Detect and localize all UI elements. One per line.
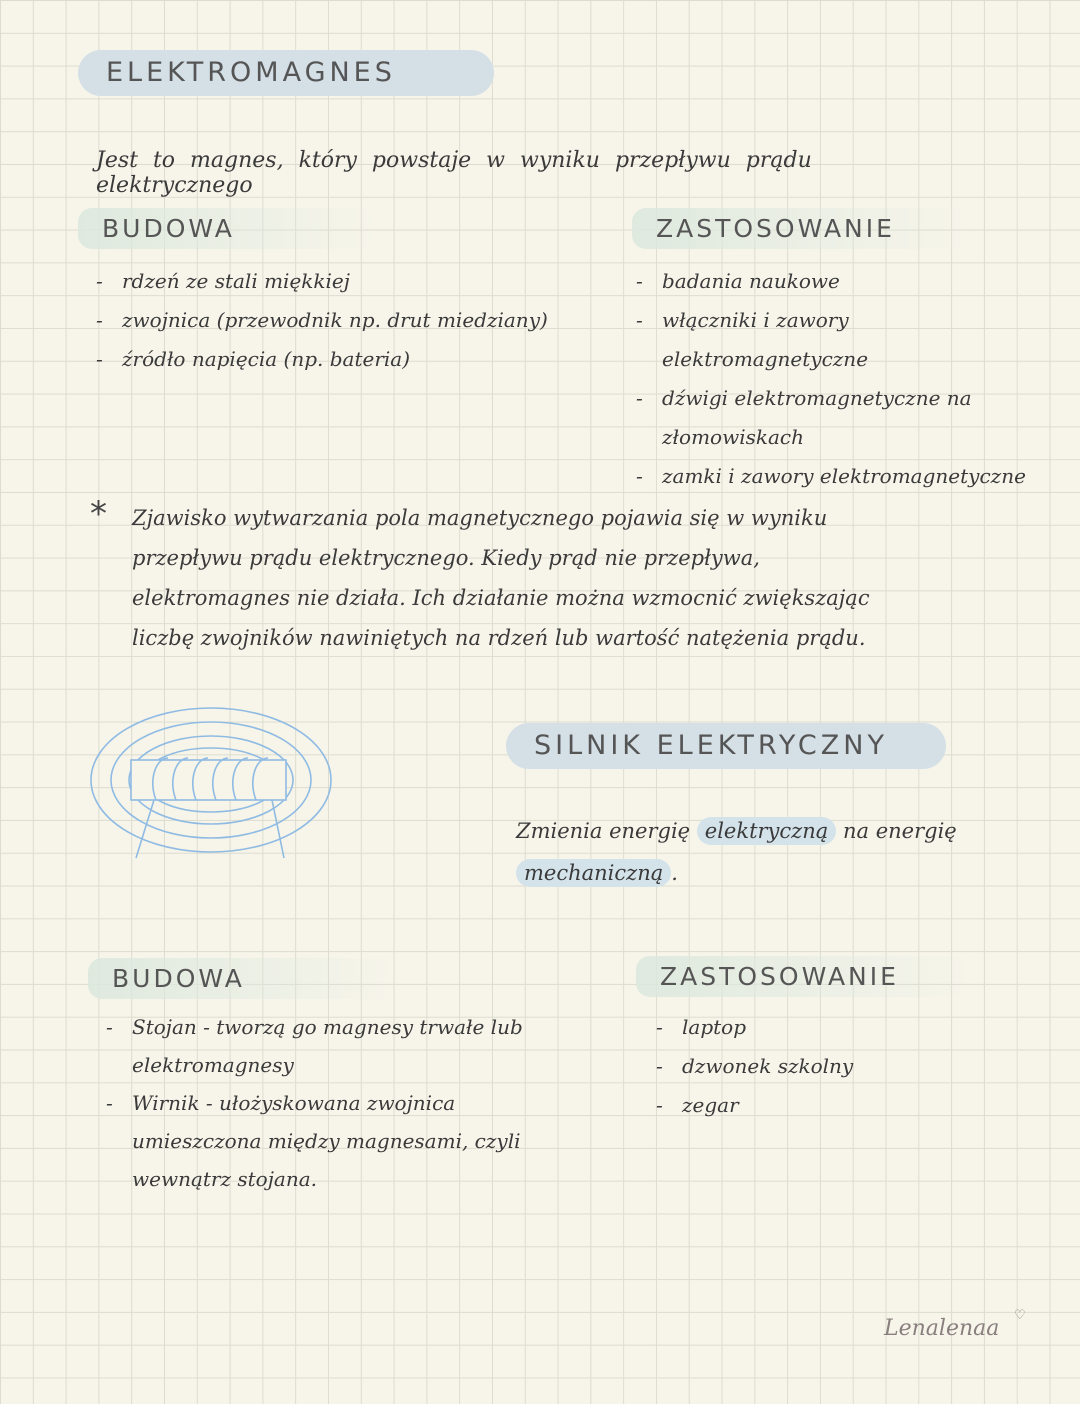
desc-text: Zmienia energię — [516, 819, 691, 843]
list-item: - Stojan - tworzą go magnesy trwałe lub elektromagnesy — [106, 1008, 576, 1084]
note-text: Zjawisko wytwarzania pola magnetycznego pojawia się w wyniku przepływu prądu elektrycznego. Kiedy prąd nie przepływa, elektromagnes nie działa. Ich działanie można wzmocnić zwiększając liczbę zwojników nawiniętych na rdzeń lub wartość natężenia prądu. — [132, 506, 870, 650]
electromagnet-drawing — [86, 690, 346, 870]
list-item: - laptop — [656, 1008, 1036, 1047]
heart-icon: ♡ — [1014, 1308, 1026, 1323]
list-item: - dźwigi elektromagnetyczne na złomowiskach — [636, 379, 1056, 457]
list-item: - włączniki i zawory elektromagnetyczne — [636, 301, 1056, 379]
list-item: - rdzeń ze stali miękkiej — [96, 262, 576, 301]
list-item: - dzwonek szkolny — [656, 1047, 1036, 1086]
zastosowanie-heading-2: ZASTOSOWANIE — [636, 956, 974, 997]
desc-end: . — [671, 861, 678, 885]
silnik-title: SILNIK ELEKTRYCZNY — [506, 723, 946, 769]
list-item: - źródło napięcia (np. bateria) — [96, 340, 576, 379]
budowa-list-1 — [96, 262, 576, 379]
asterisk-icon: * — [90, 494, 107, 534]
zastosowanie-list-2 — [656, 1008, 1036, 1125]
list-item: - Wirnik - ułożyskowana zwojnica umieszczona między magnesami, czyli wewnątrz stojana. — [106, 1084, 576, 1198]
list-item: - zegar — [656, 1086, 1036, 1125]
intro-text: Jest to magnes, który powstaje w wyniku przepływu prądu elektrycznego — [96, 148, 812, 198]
highlight-mechaniczna: mechaniczną — [516, 859, 671, 887]
zastosowanie-heading-1: ZASTOSOWANIE — [632, 208, 970, 249]
signature: Lenalenaa — [884, 1316, 1000, 1341]
desc-text: na energię — [842, 819, 957, 843]
highlight-elektryczna: elektryczną — [697, 817, 837, 845]
list-item: - zamki i zawory elektromagnetyczne — [636, 457, 1056, 496]
budowa-heading-2: BUDOWA — [88, 958, 396, 999]
list-item: - badania naukowe — [636, 262, 1056, 301]
budowa-heading-1: BUDOWA — [78, 208, 376, 249]
elektromagnes-title: ELEKTROMAGNES — [78, 50, 494, 96]
budowa-list-2 — [106, 1008, 576, 1198]
zastosowanie-list-1 — [636, 262, 1056, 496]
silnik-description — [516, 810, 976, 894]
list-item: - zwojnica (przewodnik np. drut miedziany) — [96, 301, 576, 340]
